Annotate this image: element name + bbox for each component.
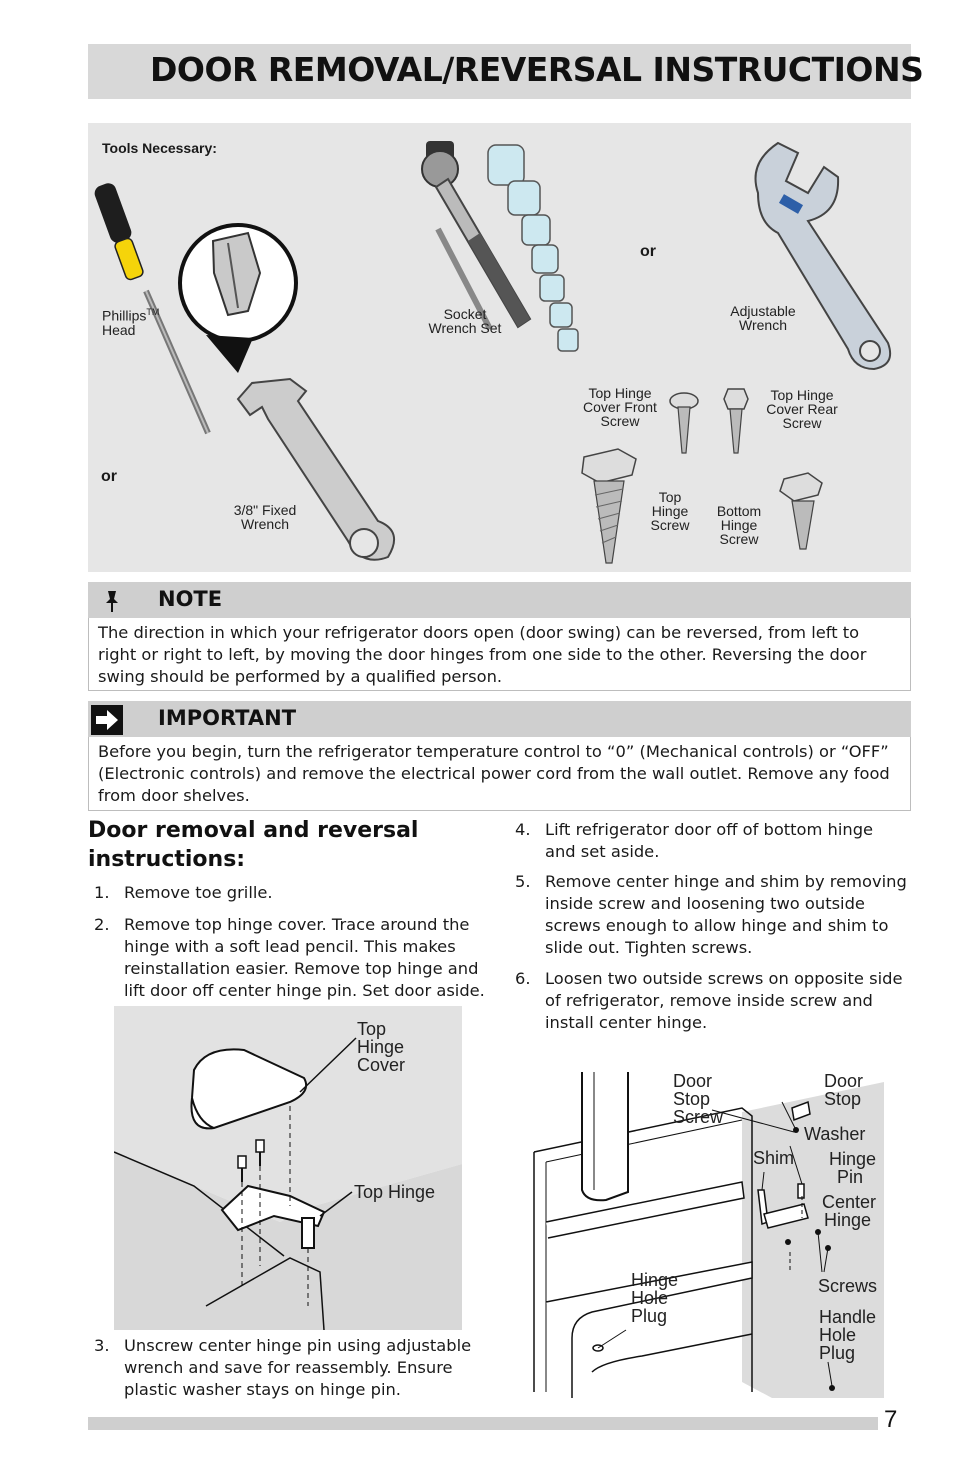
step-1: 1. Remove toe grille.	[94, 883, 273, 902]
step-4: 4. Lift refrigerator door off of bottom hinge and set aside.	[515, 820, 874, 861]
note-header	[88, 582, 911, 618]
instructions-title: Door removal and reversal instructions:	[88, 818, 419, 872]
footer-bar	[88, 1417, 878, 1430]
socket-label: Socket Wrench Set	[428, 306, 502, 336]
screws-label: Screws	[818, 1276, 878, 1296]
note-text: The direction in which your refrigerator doors open (door swing) can be reversed, from left to right or right to left, by moving the door hinges from one side to the other. Reversing the door swing should be performed by a qualified person.	[98, 623, 867, 686]
important-header	[88, 701, 911, 737]
step-6: 6. Loosen two outside screws on opposite side of refrigerator, remove inside screw and install center hinge.	[515, 969, 903, 1032]
or-label-1: or	[640, 243, 656, 260]
page-title: DOOR REMOVAL/REVERSAL INSTRUCTIONS	[150, 50, 924, 89]
pushpin-icon	[100, 589, 124, 613]
arrow-right-icon	[91, 705, 123, 735]
note-body	[88, 618, 911, 691]
hinge-pin-label: Hinge Pin	[829, 1149, 877, 1187]
door-stop-screw-label: Door Stop Screw	[673, 1072, 724, 1127]
top-hinge-drawing	[114, 1006, 464, 1330]
important-text: Before you begin, turn the refrigerator temperature control to “0” (Mechanical controls) or “OFF” (Electronic controls) and remove the electrical power cord from the wall outlet. Remove any food from door shelves.	[98, 742, 890, 805]
rear-cover-screw-label: Top Hinge Cover Rear Screw	[766, 387, 838, 431]
fixed-wrench-label: 3/8" Fixed Wrench	[233, 502, 297, 532]
phillips-label: Phillips™ Head	[102, 307, 160, 338]
title-bar	[88, 44, 924, 99]
note-heading: NOTE	[158, 587, 223, 611]
step-3: 3. Unscrew center hinge pin using adjustable wrench and save for reassembly. Ensure plastic washer stays on hinge pin.	[94, 1336, 472, 1399]
center-hinge-figure	[532, 1072, 884, 1398]
fixed-wrench-icon	[228, 375, 388, 575]
important-heading: IMPORTANT	[158, 706, 297, 730]
tools-header: Tools Necessary:	[102, 140, 217, 156]
tools-panel	[88, 123, 911, 572]
adjustable-label: Adjustable Wrench	[730, 303, 796, 333]
washer-label: Washer	[804, 1124, 866, 1144]
door-stop-label: Door Stop	[824, 1072, 864, 1109]
bottom-hinge-screw-label: Bottom Hinge Screw	[716, 503, 762, 547]
front-cover-screw-label: Top Hinge Cover Front Screw	[583, 385, 657, 429]
page-number: 7	[884, 1406, 898, 1433]
handle-hole-plug-label: Handle Hole Plug	[819, 1307, 877, 1363]
step-2: 2. Remove top hinge cover. Trace around the hinge with a soft lead pencil. This makes reinstallation easier. Remove top hinge and lift door off center hinge pin. Set door aside.	[94, 915, 485, 1000]
adjustable-wrench-icon	[738, 133, 908, 373]
top-hinge-cover-label: Top Hinge Cover	[357, 1019, 406, 1075]
hinge-hole-plug-label: Hinge Hole Plug	[631, 1270, 679, 1326]
top-hinge-figure	[114, 1006, 464, 1330]
shim-label: Shim	[753, 1148, 795, 1168]
or-label-2: or	[101, 468, 117, 485]
step-5: 5. Remove center hinge and shim by removing inside screw and loosening two outside screws enough to allow hinge and shim to slide out. Tighten screws.	[515, 872, 907, 957]
top-hinge-screw-label: Top Hinge Screw	[650, 489, 690, 533]
important-body	[88, 737, 911, 811]
center-hinge-label: Center Hinge	[822, 1192, 877, 1230]
top-hinge-label: Top Hinge	[354, 1182, 436, 1202]
